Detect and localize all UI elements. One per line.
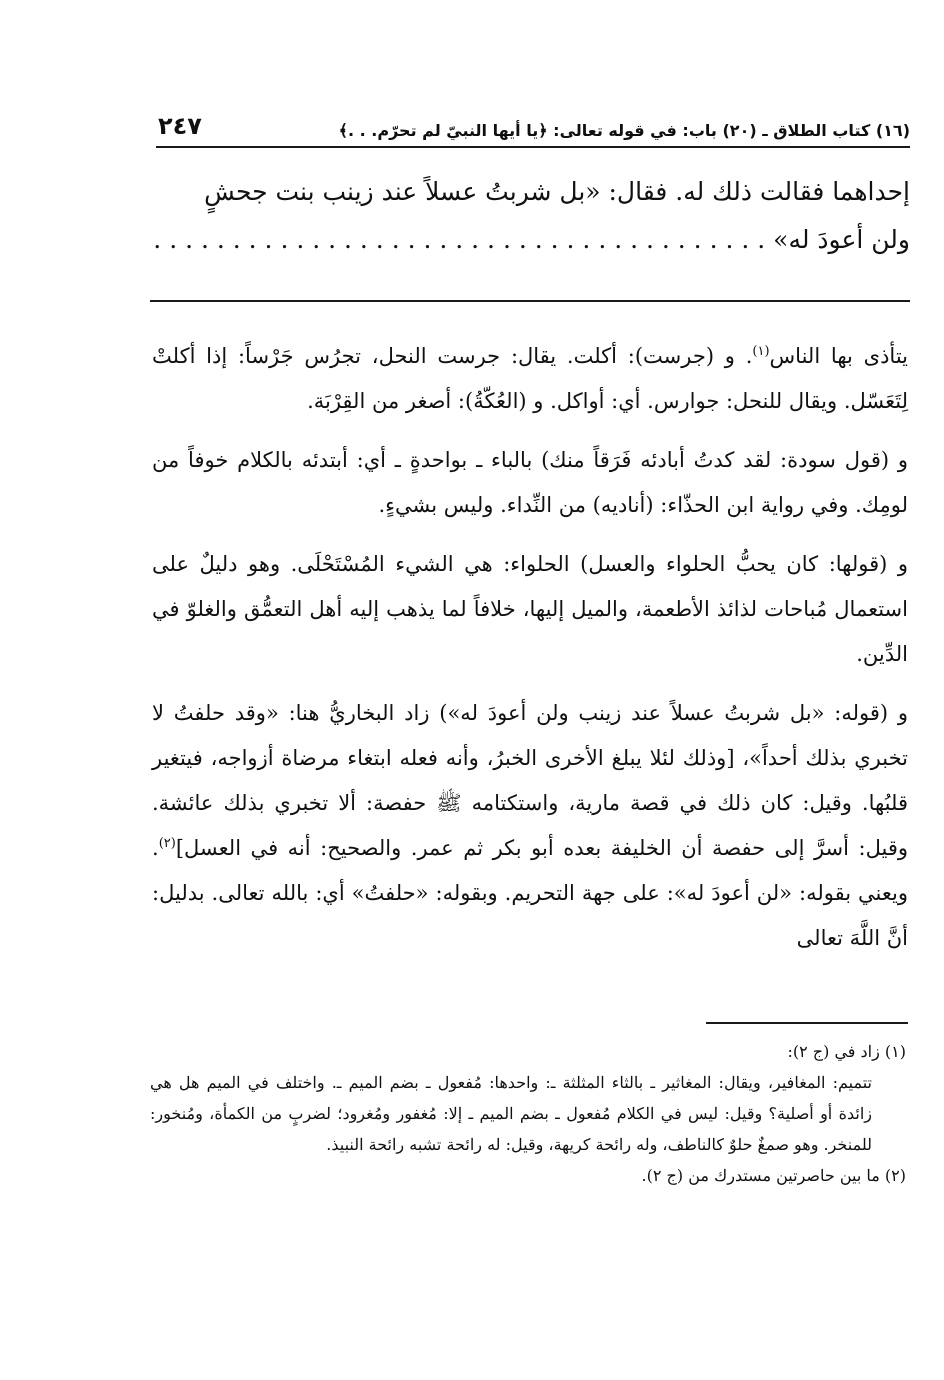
footnote-ref-2: (٢) <box>158 836 176 851</box>
footnote-1-label: (١) زاد في (ج ٢): <box>787 1042 906 1061</box>
commentary-text: يتأذى بها الناس <box>769 344 908 368</box>
commentary-text: . ويعني بقوله: «لن أعودَ له»: على جهة التحريم. وبقوله: «حلفتُ» أي: بالله تعالى. بدليل: أنَّ اللَّهَ تعالى <box>152 836 908 950</box>
page-number: ٢٤٧ <box>158 112 202 140</box>
commentary-text: . و (جرست): أكلت. يقال: جرست النحل، تجرُس جَرْساً: إذا أكلتْ لِتَعَسّل. ويقال للنحل: جوارس. أي: أواكل. و (العُكّةُ): أصغر من القِرْبَة. <box>152 344 908 413</box>
hadith-line-1: إحداهما فقالت ذلك له. فقال: «بل شربتُ عسلاً عند زينب بنت جحشٍ <box>204 177 910 206</box>
footnote-1-body: تتميم: المغافير، ويقال: المغاثير ـ بالثاء المثلثة ـ: واحدها: مُفعول ـ بضم الميم ـ. واختلف في الميم هل هي زائدة أو أصلية؟ وقيل: ليس في الكلام مُفعول ـ بضم الميم ـ إلا: مُغفور ومُغرود؛ لضربٍ من الكمأة، ومُنخور: للمنخر. وهو صمغٌ حلوٌ كالناطف، وله رائحة كريهة، وقيل: له رائحة تشبه رائحة النبيذ. <box>150 1073 872 1154</box>
hadith-line-2-text: ولن أعودَ له» <box>773 225 910 254</box>
commentary-text: و (قولها: كان يحبُّ الحلواء والعسل) الحلواء: هي الشيء المُسْتَحْلَى. وهو دليلٌ على استعمال مُباحات لذائذ الأطعمة، والميل إليها، خلافاً لما يذهب إليه أهل التعمُّق والغلوّ في الدِّين. <box>152 552 908 666</box>
hadith-text <box>150 168 910 264</box>
footnotes <box>150 1036 906 1191</box>
running-head <box>158 100 910 140</box>
commentary-paragraph-2 <box>152 438 908 528</box>
footnote-ref-1: (١) <box>752 344 770 359</box>
commentary-text: و (قوله: «بل شربتُ عسلاً عند زينب ولن أعودَ له») زاد البخاريُّ هنا: «وقد حلفتُ لا تخبري بذلك أحداً»، [وذلك لئلا يبلغ الأخرى الخبرُ، وأنه فعله ابتغاء مرضاة أزواجه، فيتغير قلبُها. وقيل: كان ذلك في قصة مارية، واستكتامه ﷺ حفصة: ألا تخبري بذلك عائشة. وقيل: أسرَّ إلى حفصة أن الخليفة بعده أبو بكر ثم عمر. والصحيح: أنه في العسل] <box>152 701 908 860</box>
header-rule <box>156 146 910 148</box>
main-divider <box>150 300 910 302</box>
commentary-paragraph-3 <box>152 542 908 677</box>
commentary-paragraph-1 <box>152 334 908 424</box>
running-title: (١٦) كتاب الطلاق ـ (٢٠) باب: في قوله تعالى: ﴿يا أيها النبيّ لم تحرّم. . .﴾ <box>338 121 910 140</box>
commentary-paragraph-4 <box>152 691 908 961</box>
hadith-line-2 <box>150 216 910 264</box>
footnote-divider <box>706 1022 908 1024</box>
commentary <box>152 334 908 975</box>
footnote-2: (٢) ما بين حاصرتين مستدرك من (ج ٢). <box>641 1166 906 1185</box>
commentary-text: و (قول سودة: لقد كدتُ أبادئه فَرَقاً منك) بالباء ـ بواحدةٍ ـ أي: أبتدئه بالكلام خوفاً من لومِك. وفي رواية ابن الحذّاء: (أناديه) من النِّداء. وليس بشيءٍ. <box>152 448 908 517</box>
